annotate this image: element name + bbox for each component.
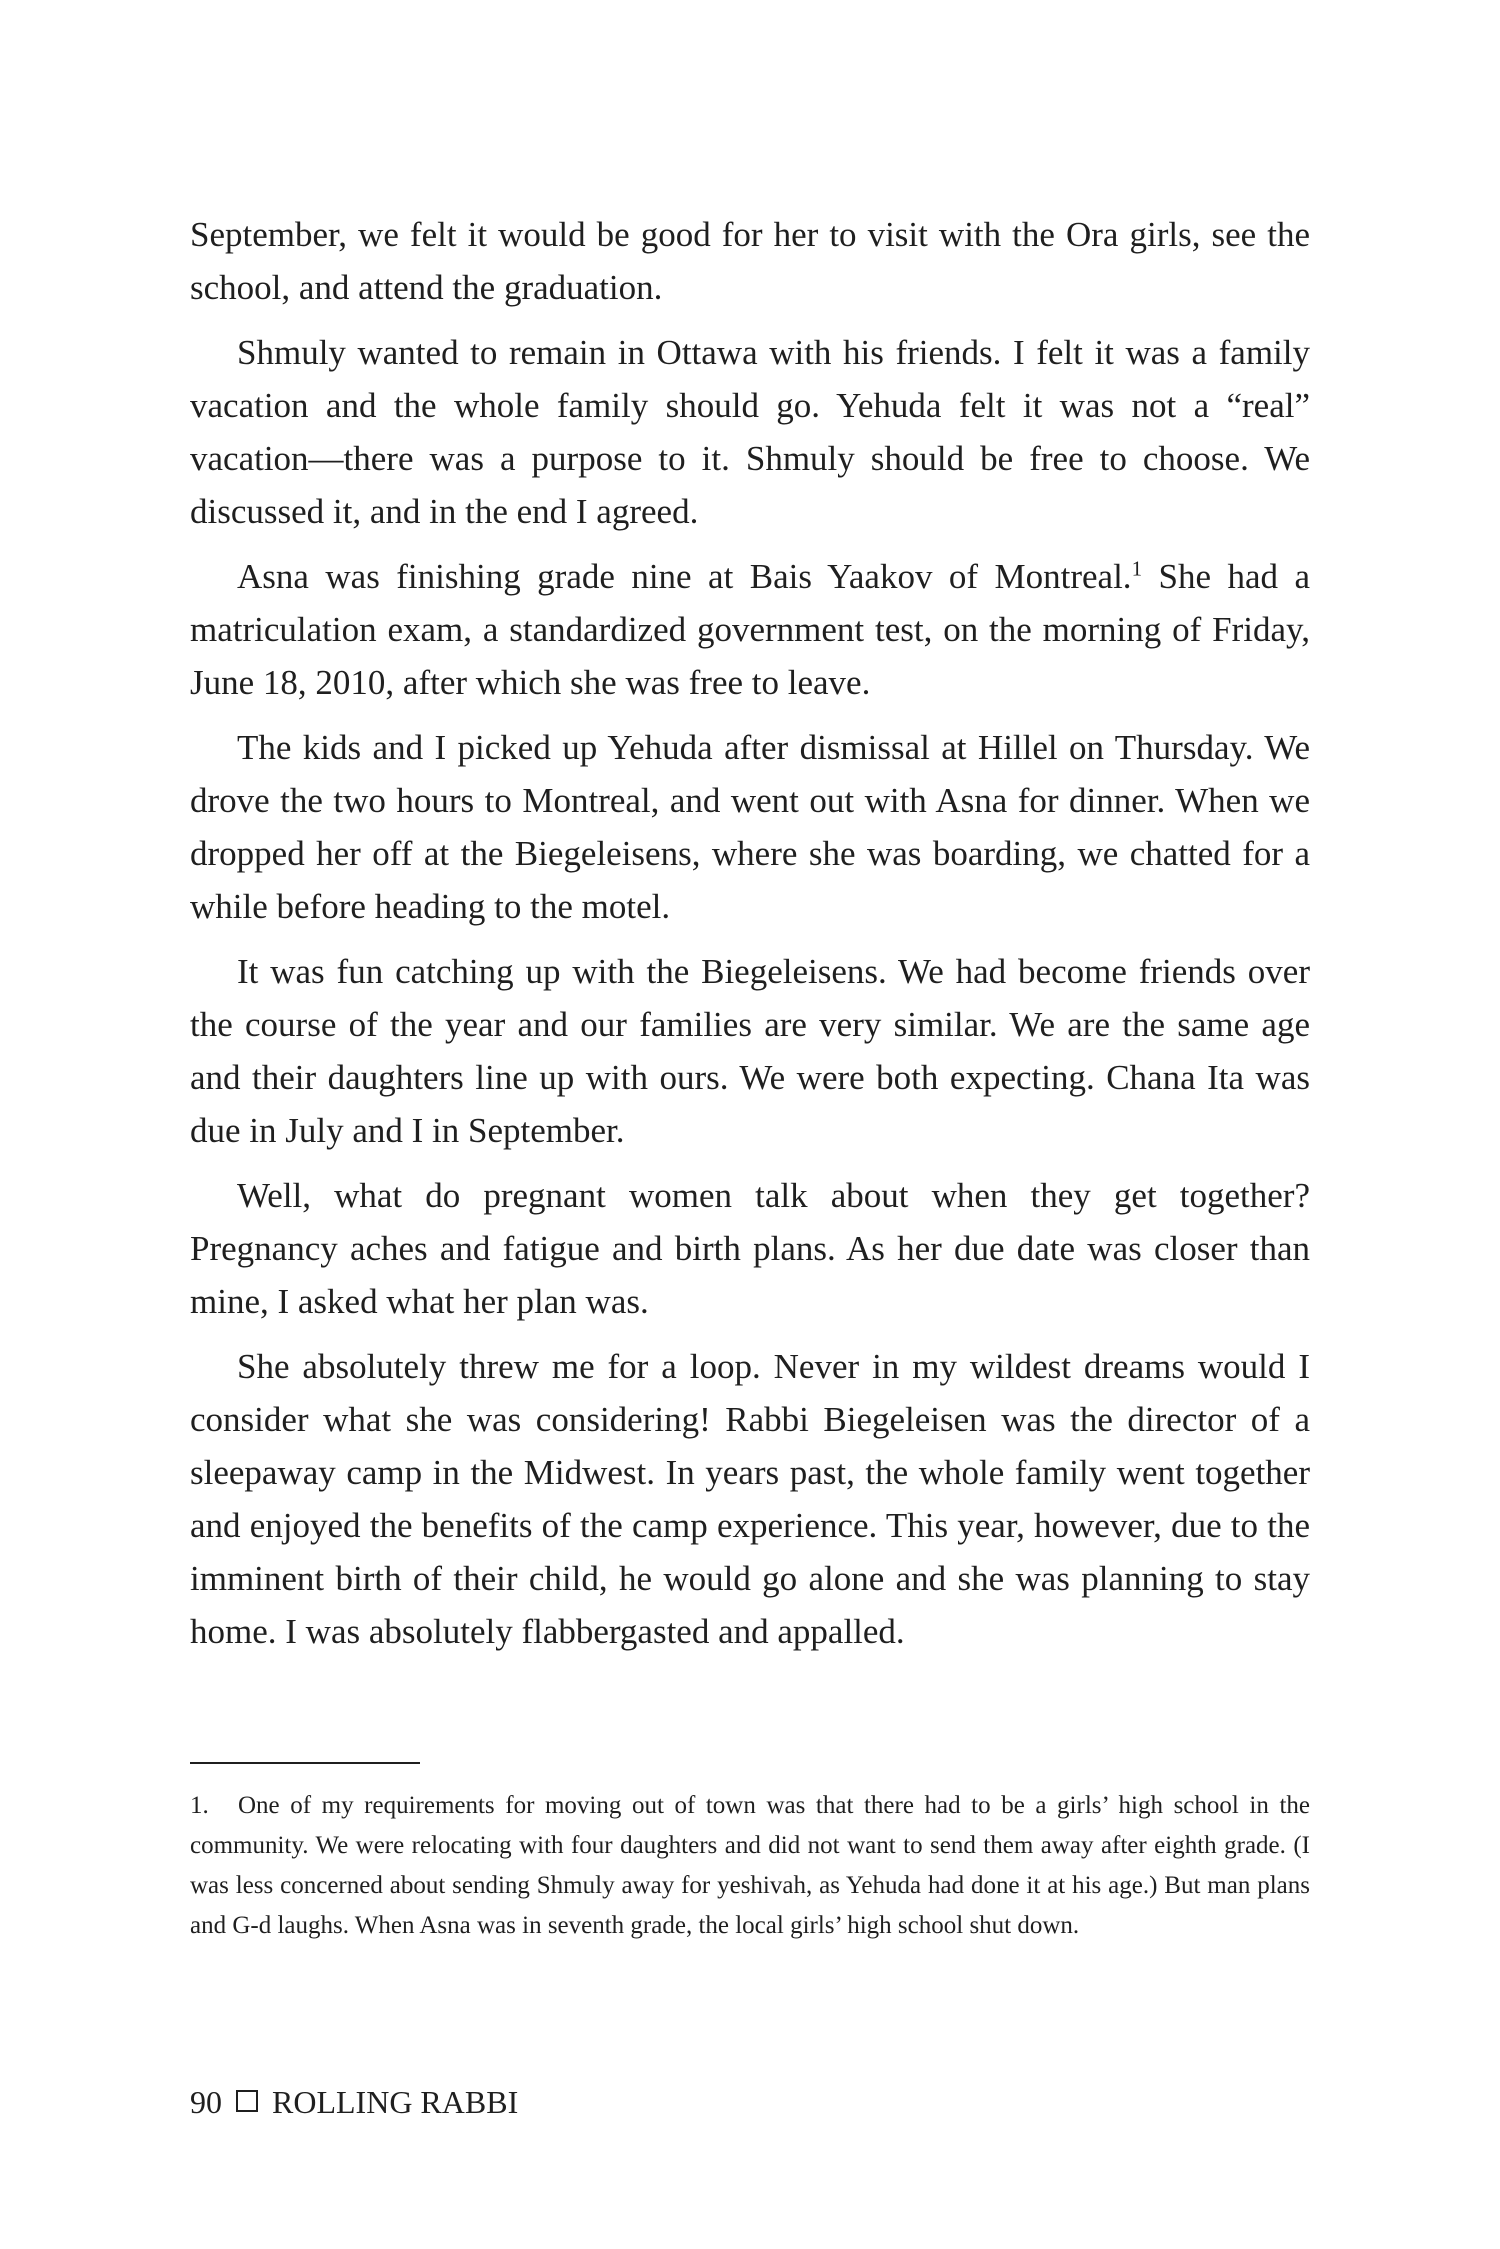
paragraph-6: Well, what do pregnant women talk about when they get together? Pregnancy aches and fatigue and birth plans. As her due date was closer than mine, I asked what her plan was. <box>190 1176 1310 1321</box>
paragraph-3-text-after: She had a matriculation exam, a standardized government test, on the morning of Friday, June 18, 2010, after which she was free to leave. <box>190 557 1310 702</box>
footnote-reference[interactable]: 1 <box>1131 556 1143 581</box>
running-title: ROLLING RABBI <box>272 2084 519 2120</box>
paragraph-1: September, we felt it would be good for her to visit with the Ora girls, see the school, and attend the graduation. <box>190 215 1310 307</box>
paragraph-7: She absolutely threw me for a loop. Never in my wildest dreams would I consider what she was considering! Rabbi Biegeleisen was the director of a sleepaway camp in the Midwest. In years past, the whole family went together and enjoyed the benefits of the camp experience. This year, however, due to the imminent birth of their child, he would go alone and she was planning to stay home. I was absolutely flabbergasted and appalled. <box>190 1347 1310 1651</box>
body-text <box>190 208 1310 1670</box>
paragraph-4: The kids and I picked up Yehuda after dismissal at Hillel on Thursday. We drove the two hours to Montreal, and went out with Asna for dinner. When we dropped her off at the Biegeleisens, where she was boarding, we chatted for a while before heading to the motel. <box>190 728 1310 926</box>
paragraph-3 <box>190 550 1310 709</box>
footnote-number: 1. <box>190 1792 209 1819</box>
footnote-divider <box>190 1762 420 1764</box>
paragraph-2: Shmuly wanted to remain in Ottawa with his friends. I felt it was a family vacation and the whole family should go. Yehuda felt it was not a “real” vacation—there was a purpose to it. Shmuly should be free to choose. We discussed it, and in the end I agreed. <box>190 333 1310 531</box>
page-footer <box>190 2082 518 2122</box>
footnote-text: One of my requirements for moving out of town was that there had to be a girls’ high school in the community. We were relocating with four daughters and did not want to send them away after eighth grade. (I was less concerned about sending Shmuly away for yeshivah, as Yehuda had done it at his age.) But man plans and G-d laughs. When Asna was in seventh grade, the local girls’ high school shut down. <box>190 1792 1310 1939</box>
footnote <box>190 1786 1310 1946</box>
page-number: 90 <box>190 2084 222 2120</box>
paragraph-3-text-before: Asna was finishing grade nine at Bais Yaakov of Montreal. <box>237 557 1132 596</box>
paragraph-5: It was fun catching up with the Biegeleisens. We had become friends over the course of the year and our families are very similar. We are the same age and their daughters line up with ours. We were both expecting. Chana Ita was due in July and I in September. <box>190 952 1310 1150</box>
square-separator-icon <box>236 2090 258 2112</box>
